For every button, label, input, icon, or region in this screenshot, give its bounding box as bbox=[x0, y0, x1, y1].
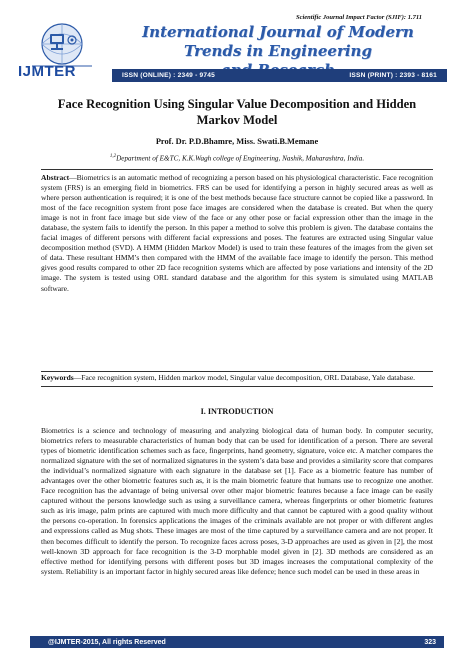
page-footer bbox=[30, 636, 444, 648]
paper-authors: Prof. Dr. P.D.Bhamre, Miss. Swati.B.Memane bbox=[155, 137, 319, 146]
affiliation-text: Department of E&TC, K.K.Wagh college of Engineering, Nashik, Maharashtra, India. bbox=[116, 154, 365, 163]
journal-title-line1: International Journal of Modern Trends in Engineering bbox=[142, 23, 414, 60]
impact-factor: Scientific Journal Impact Factor (SJIF): 1.711 bbox=[295, 14, 422, 21]
affiliation-superscript: 1,2 bbox=[109, 154, 117, 159]
section-heading-introduction: I. INTRODUCTION bbox=[200, 407, 274, 416]
paper-title bbox=[40, 96, 434, 128]
paper-title-line1: Face Recognition Using Singular Value Decomposition and Hidden bbox=[57, 97, 417, 111]
keywords-text: —Face recognition system, Hidden markov model, Singular value decomposition, ORL Database, Yale database. bbox=[73, 373, 416, 382]
paper-title-line2: Markov Model bbox=[196, 113, 278, 127]
journal-logo-text: IJMTER bbox=[18, 63, 77, 80]
footer-copyright: @IJMTER-2015, All rights Reserved bbox=[48, 638, 166, 646]
issn-online: ISSN (ONLINE) : 2349 - 9745 bbox=[122, 72, 215, 79]
introduction-paragraph: Biometrics is a science and technology of measuring and analyzing biological data of human body. In computer security, biometrics refers to measurable characteristics of human body that can be used for identification of a person. There are several types of biometric identification schemes such as face, fingerprints, hand geometry, signature, voice etc. A matcher compares the normalized signature with the set of normalized signatures in the system’s data base and provides a similarity score that compares the individual’s normalized signature with each signature in the database set [1]. Face as a biometric feature has number of advantages over the other biometric features such as, it is the main biometric feature that humans use to recognize one another. Face recognition has the advantage of being universal over other major biometric features because a face image can be easily captured without the persons knowledge such as using a surveillance camera, whereas fingerprints or other biometric features such as iris image, palm prints are captured with much more difficulty and that cannot be captured with a good quality without the persons co-operation. In forensics applications the images of the criminals available are not proper or with different angles and expressions called as Mug shots. These images are most of the time captured by a surveillance camera and are not proper. It then becomes difficult to identify the person. To recognize faces across poses, 3-D approaches are used as given in [2], the most well-known 3D approach for face recognition is the 3-D morphable model given in [2]. 3D methods are considered as an effective method for identifying persons with different poses but 3D images increases the computational complexity of the system. Reliability is an important factor in highly secured areas like defence; hence such model can be used in these areas in bbox=[41, 426, 433, 576]
journal-header bbox=[0, 0, 474, 86]
issn-bar bbox=[112, 69, 447, 82]
footer-page-number: 323 bbox=[424, 638, 436, 646]
paper-affiliation bbox=[40, 154, 434, 162]
abstract-label: Abstract bbox=[41, 173, 70, 182]
keywords bbox=[41, 373, 433, 387]
keywords-label: Keywords bbox=[41, 373, 74, 382]
abstract bbox=[41, 169, 433, 372]
issn-print: ISSN (PRINT) : 2393 - 8161 bbox=[349, 72, 437, 79]
abstract-text: —Biometrics is an automatic method of recognizing a person based on his physiological characteristic. Face recognition system (FRS) is an emerging field in biometrics. FRS can be used for identifying a person in highly secured areas as well as where person authentication is required; it is one of the best methods because face structure cannot be copied like a password. In most of the face recognition system front pose face images are considered when the database is created. But when the query image is not in front face image but side view of the face or any other pose or facial expression other than the image in the database, the system fails to identify the person. In this paper a method to solve this problem is given. The database contains the facial images of different persons with different facial expressions and poses. The features are extracted using Singular value decomposition method (SVD). A HMM (Hidden Markov Model) is used to train these features of the images from the given set of data. These resultant HMM’s then compared with the HMM of the available face image to identify the person. This method gives good results compared to other 2D face recognition systems which are affected by pose variations and intensity of the 2D image. The system is tested using ORL standard database and the algorithm for this system is simulated using MATLAB software. bbox=[41, 173, 433, 293]
